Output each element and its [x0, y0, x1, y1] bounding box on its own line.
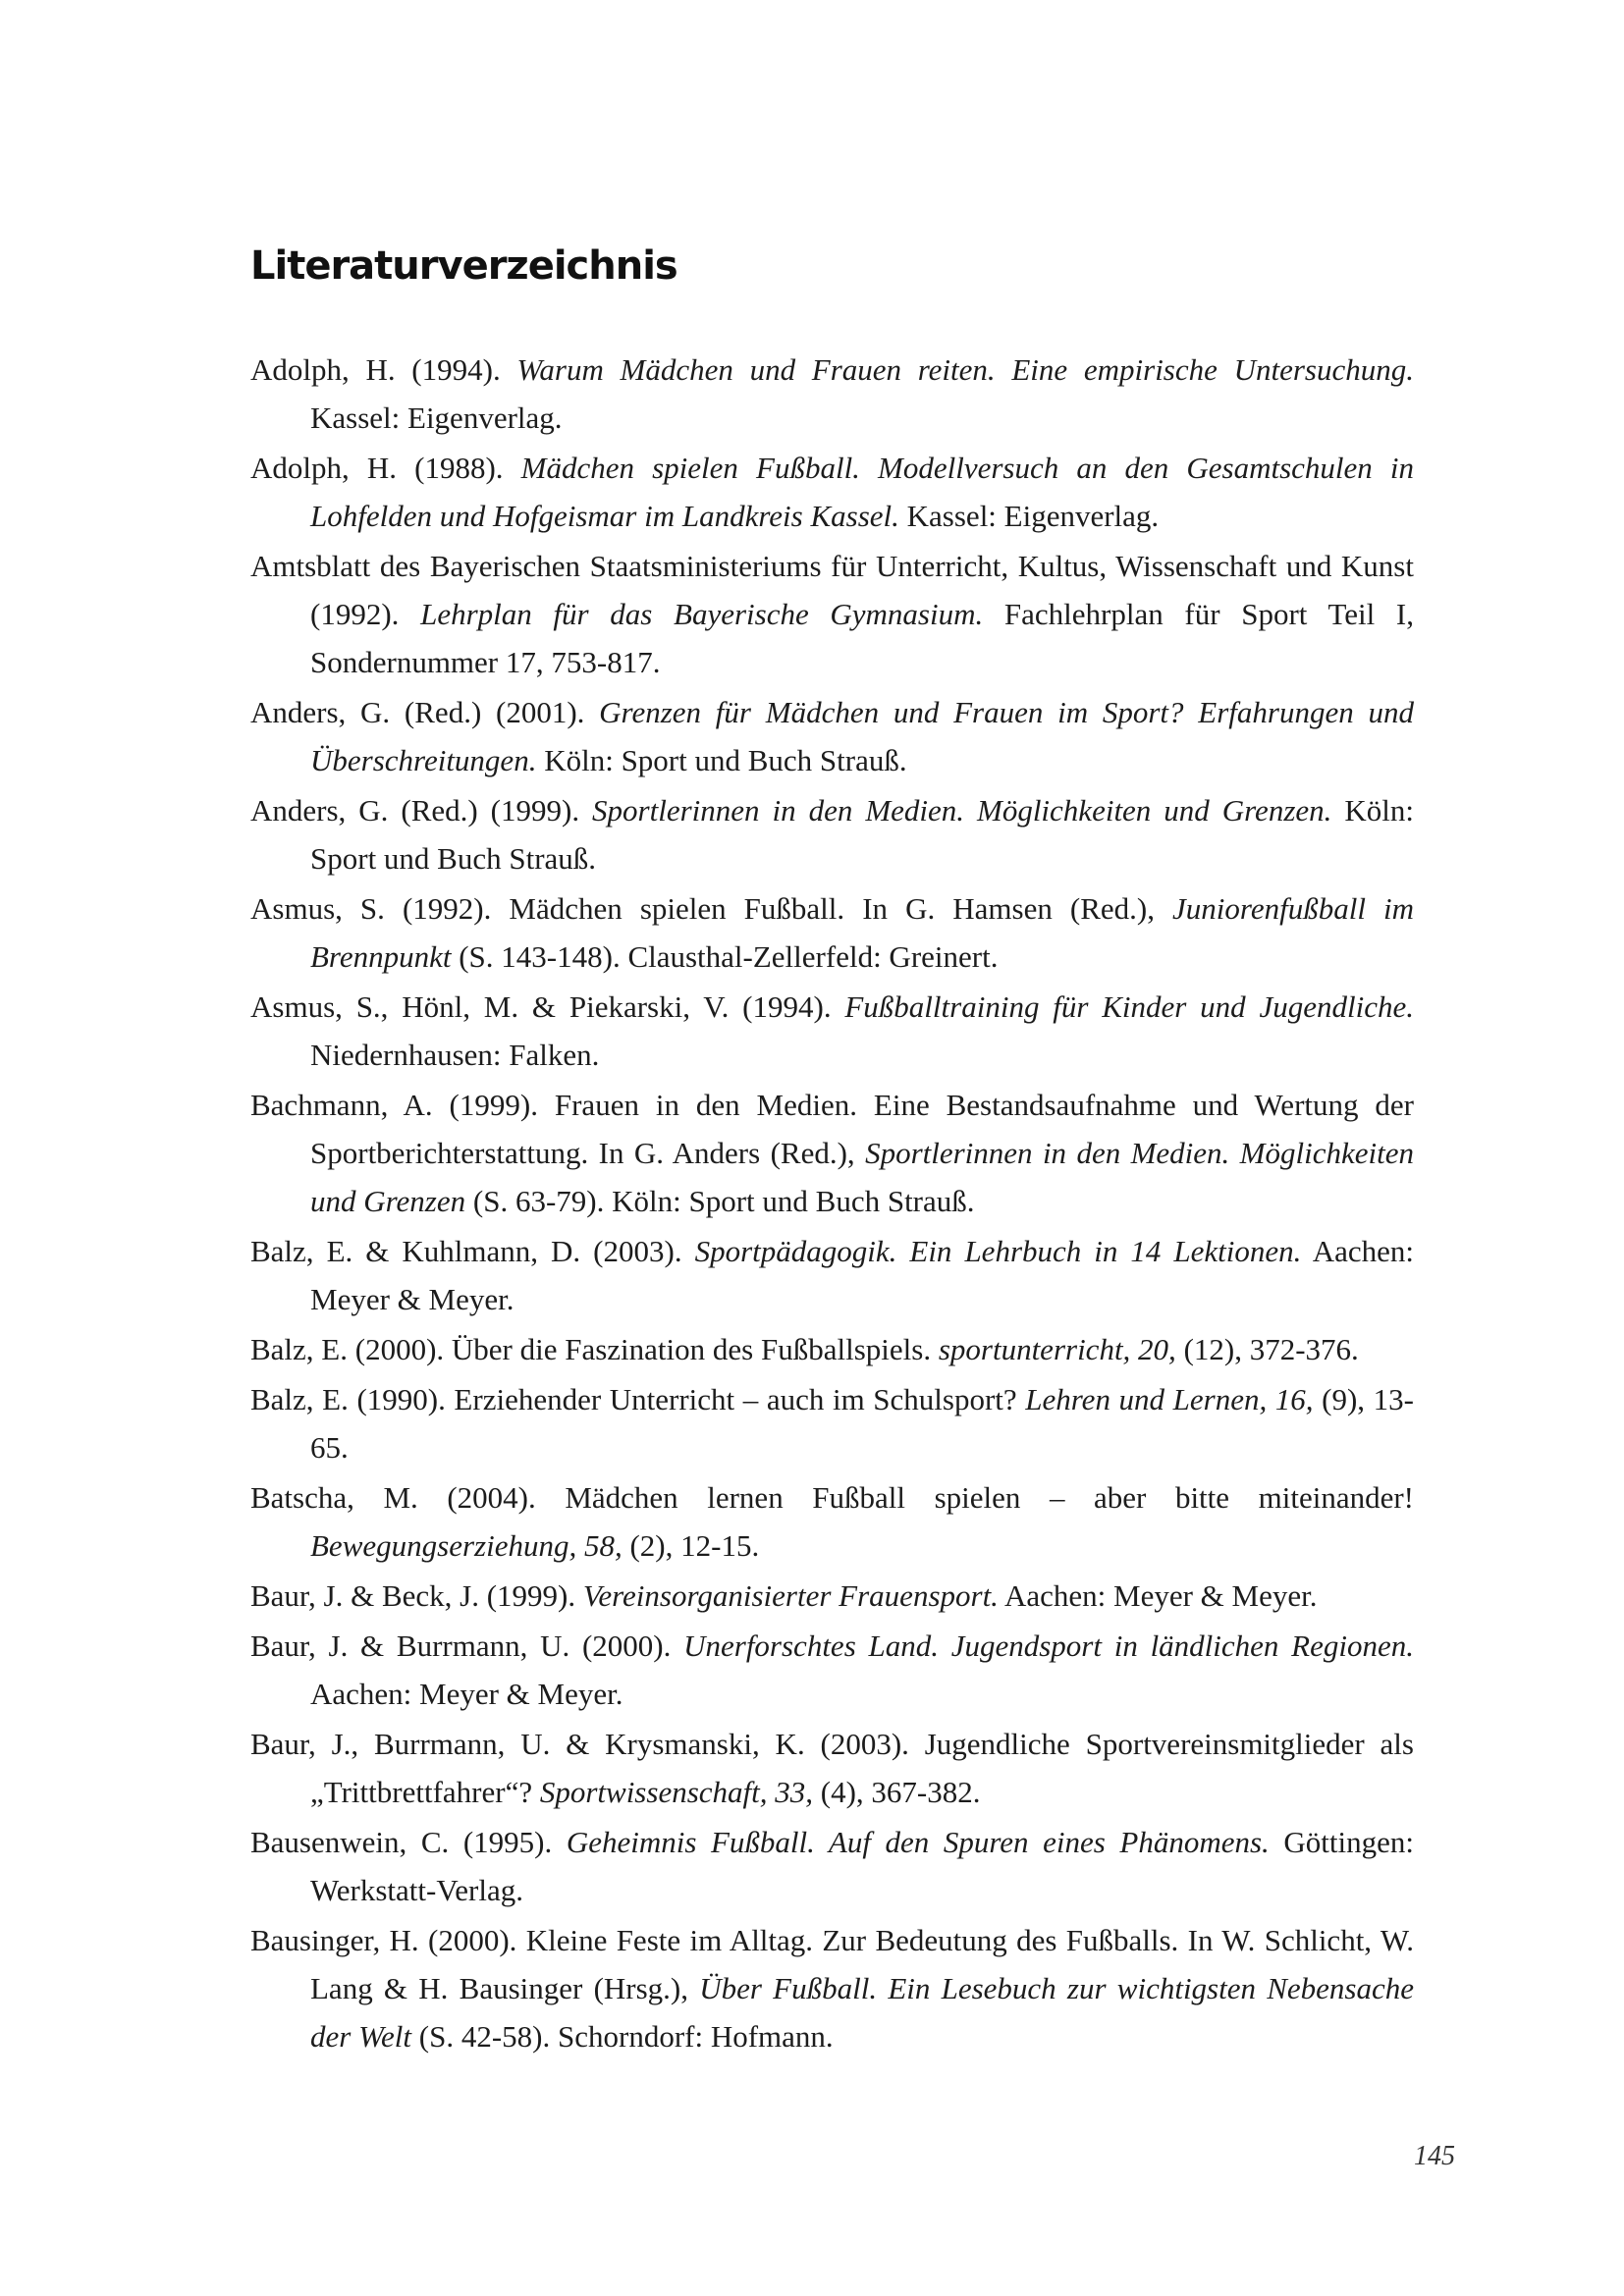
reference-text: Köln: Sport und Buch Strauß. — [536, 743, 907, 777]
reference-text: (12), 372-376. — [1175, 1332, 1359, 1366]
reference-text: (9), 13-65. — [310, 1382, 1414, 1465]
reference-entry — [250, 1325, 1414, 1373]
reference-text: Adolph, H. (1994). — [250, 352, 517, 387]
reference-title-italic: Sportlerinnen in den Medien. Möglichkeiten und Grenzen — [310, 1136, 1414, 1218]
reference-entry — [250, 1720, 1414, 1816]
page-number: 145 — [1414, 2141, 1455, 2171]
reference-text: Aachen: Meyer & Meyer. — [998, 1578, 1318, 1613]
reference-text: Anders, G. (Red.) (1999). — [250, 793, 593, 828]
reference-text: (S. 143-148). Clausthal-Zellerfeld: Greinert. — [451, 939, 999, 974]
reference-entry — [250, 1622, 1414, 1718]
reference-text: Balz, E. (2000). Über die Faszination des Fußballspiels. — [250, 1332, 939, 1366]
reference-text: Aachen: Meyer & Meyer. — [310, 1234, 1414, 1316]
reference-text: Kassel: Eigenverlag. — [898, 499, 1160, 533]
reference-title-italic: Sportpädagogik. Ein Lehrbuch in 14 Lektionen. — [694, 1234, 1302, 1268]
reference-title-italic: Juniorenfußball im Brennpunkt — [310, 891, 1414, 974]
reference-text: Anders, G. (Red.) (2001). — [250, 695, 600, 729]
reference-text: Köln: Sport und Buch Strauß. — [310, 793, 1414, 876]
page-title: Literaturverzeichnis — [250, 243, 677, 289]
reference-title-italic: Über Fußball. Ein Lesebuch zur wichtigsten Nebensache der Welt — [310, 1971, 1415, 2054]
reference-text: Baur, J., Burrmann, U. & Krysmanski, K. (2003). Jugendliche Sportvereinsmitglieder als „Trittbrettfahrer“? — [250, 1727, 1414, 1809]
reference-text: Balz, E. (1990). Erziehender Unterricht – auch im Schulsport? — [250, 1382, 1026, 1416]
reference-title-italic: Vereinsorganisierter Frauensport. — [582, 1578, 999, 1613]
reference-text: (4), 367-382. — [813, 1775, 981, 1809]
reference-text: (S. 63-79). Köln: Sport und Buch Strauß. — [465, 1184, 975, 1218]
reference-title-italic: Grenzen für Mädchen und Frauen im Sport? Erfahrungen und Überschreitungen. — [310, 695, 1414, 777]
reference-text: Kassel: Eigenverlag. — [310, 400, 563, 435]
reference-entry — [250, 542, 1414, 686]
reference-entry — [250, 1227, 1414, 1323]
reference-entry — [250, 346, 1414, 442]
reference-text: (S. 42-58). Schorndorf: Hofmann. — [411, 2019, 834, 2054]
reference-entry — [250, 688, 1414, 784]
reference-entry — [250, 884, 1414, 981]
reference-entry — [250, 786, 1414, 882]
reference-title-italic: Sportlerinnen in den Medien. Möglichkeiten und Grenzen. — [592, 793, 1332, 828]
reference-title-italic: Lehren und Lernen, 16, — [1025, 1382, 1314, 1416]
reference-entry — [250, 1473, 1414, 1570]
reference-entry — [250, 1818, 1414, 1914]
reference-text: Batscha, M. (2004). Mädchen lernen Fußball spielen – aber bitte miteinander! — [250, 1480, 1414, 1515]
reference-list — [250, 346, 1414, 2062]
reference-text: (2), 12-15. — [622, 1528, 760, 1563]
reference-text: Baur, J. & Beck, J. (1999). — [250, 1578, 583, 1613]
reference-text: Fachlehrplan für Sport Teil I, Sondernummer 17, 753-817. — [310, 597, 1414, 679]
reference-entry — [250, 1081, 1414, 1225]
reference-title-italic: Warum Mädchen und Frauen reiten. Eine empirische Untersuchung. — [516, 352, 1414, 387]
reference-title-italic: Sportwissenschaft, 33, — [539, 1775, 813, 1809]
reference-text: Bausenwein, C. (1995). — [250, 1825, 567, 1859]
reference-text: Asmus, S., Hönl, M. & Piekarski, V. (1994). — [250, 989, 845, 1024]
reference-entry — [250, 983, 1414, 1079]
reference-title-italic: Fußballtraining für Kinder und Jugendliche. — [844, 989, 1414, 1024]
reference-title-italic: Mädchen spielen Fußball. Modellversuch an den Gesamtschulen in Lohfelden und Hofgeismar im Landkreis Kassel. — [310, 451, 1414, 533]
reference-text: Bausinger, H. (2000). Kleine Feste im Alltag. Zur Bedeutung des Fußballs. In W. Schlicht, W. Lang & H. Bausinger (Hrsg.), — [250, 1923, 1414, 2005]
reference-text: Baur, J. & Burrmann, U. (2000). — [250, 1629, 684, 1663]
reference-title-italic: Geheimnis Fußball. Auf den Spuren eines Phänomens. — [566, 1825, 1270, 1859]
reference-entry — [250, 444, 1414, 540]
reference-title-italic: Unerforschtes Land. Jugendsport in ländlichen Regionen. — [683, 1629, 1414, 1663]
reference-entry — [250, 1375, 1414, 1471]
reference-title-italic: Lehrplan für das Bayerische Gymnasium. — [420, 597, 984, 631]
reference-text: Amtsblatt des Bayerischen Staatsministeriums für Unterricht, Kultus, Wissenschaft und Kunst (1992). — [250, 549, 1414, 631]
reference-text: Asmus, S. (1992). Mädchen spielen Fußball. In G. Hamsen (Red.), — [250, 891, 1173, 926]
reference-text: Aachen: Meyer & Meyer. — [310, 1677, 623, 1711]
reference-title-italic: Bewegungserziehung, 58, — [310, 1528, 623, 1563]
reference-text: Göttingen: Werkstatt-Verlag. — [310, 1825, 1414, 1907]
reference-text: Niedernhausen: Falken. — [310, 1038, 600, 1072]
reference-title-italic: sportunterricht, 20, — [938, 1332, 1176, 1366]
reference-text: Bachmann, A. (1999). Frauen in den Medien. Eine Bestandsaufnahme und Wertung der Sportberichterstattung. In G. Anders (Red.), — [250, 1088, 1414, 1170]
reference-entry — [250, 1572, 1414, 1620]
reference-text: Adolph, H. (1988). — [250, 451, 521, 485]
reference-text: Balz, E. & Kuhlmann, D. (2003). — [250, 1234, 695, 1268]
reference-entry — [250, 1916, 1414, 2060]
